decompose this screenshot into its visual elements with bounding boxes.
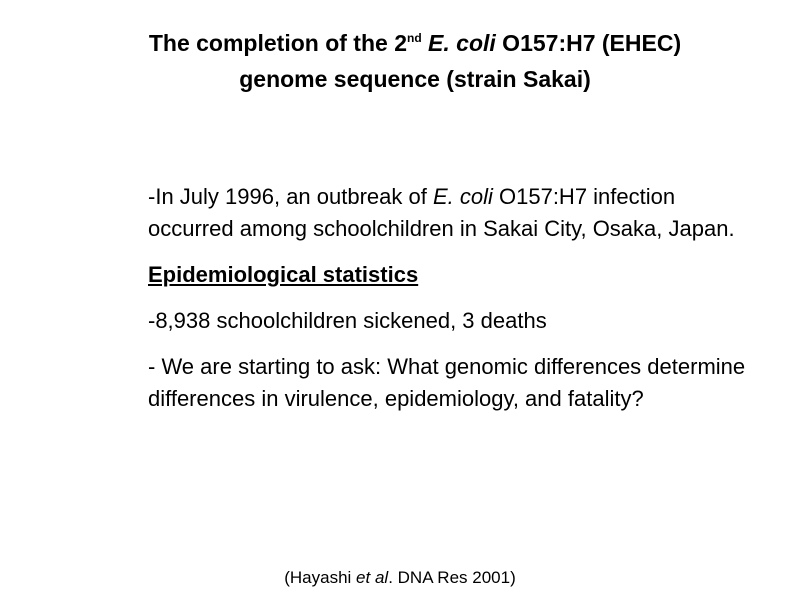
- outbreak-paragraph: [148, 181, 748, 245]
- title-line-1: [60, 27, 770, 63]
- citation-italic: et al: [356, 568, 389, 587]
- title-text-part2: O157:H7 (EHEC): [495, 30, 682, 56]
- citation-close: . DNA Res 2001): [388, 568, 516, 587]
- outbreak-prefix: -In July 1996, an outbreak of: [148, 184, 433, 209]
- title-superscript: nd: [406, 31, 422, 45]
- title-italic-species: E. coli: [428, 30, 496, 56]
- stats-heading: Epidemiological statistics: [148, 262, 419, 287]
- citation-open: (Hayashi: [284, 568, 357, 587]
- outbreak-italic-species: E. coli: [432, 184, 493, 209]
- question-paragraph: - We are starting to ask: What genomic differences determine differences in virulence, epidemiology, and fatality?: [148, 354, 746, 411]
- title-text-part1: The completion of the 2: [148, 30, 407, 56]
- slide-body: [148, 181, 748, 415]
- title-line-2: genome sequence (strain Sakai): [239, 66, 591, 92]
- citation: [200, 566, 600, 590]
- outbreak-suffix: O157:H7 infection occurred among schoolchildren in Sakai City, Osaka, Japan.: [148, 184, 735, 241]
- stats-line: -8,938 schoolchildren sickened, 3 deaths: [148, 308, 547, 333]
- slide-title: [60, 27, 770, 95]
